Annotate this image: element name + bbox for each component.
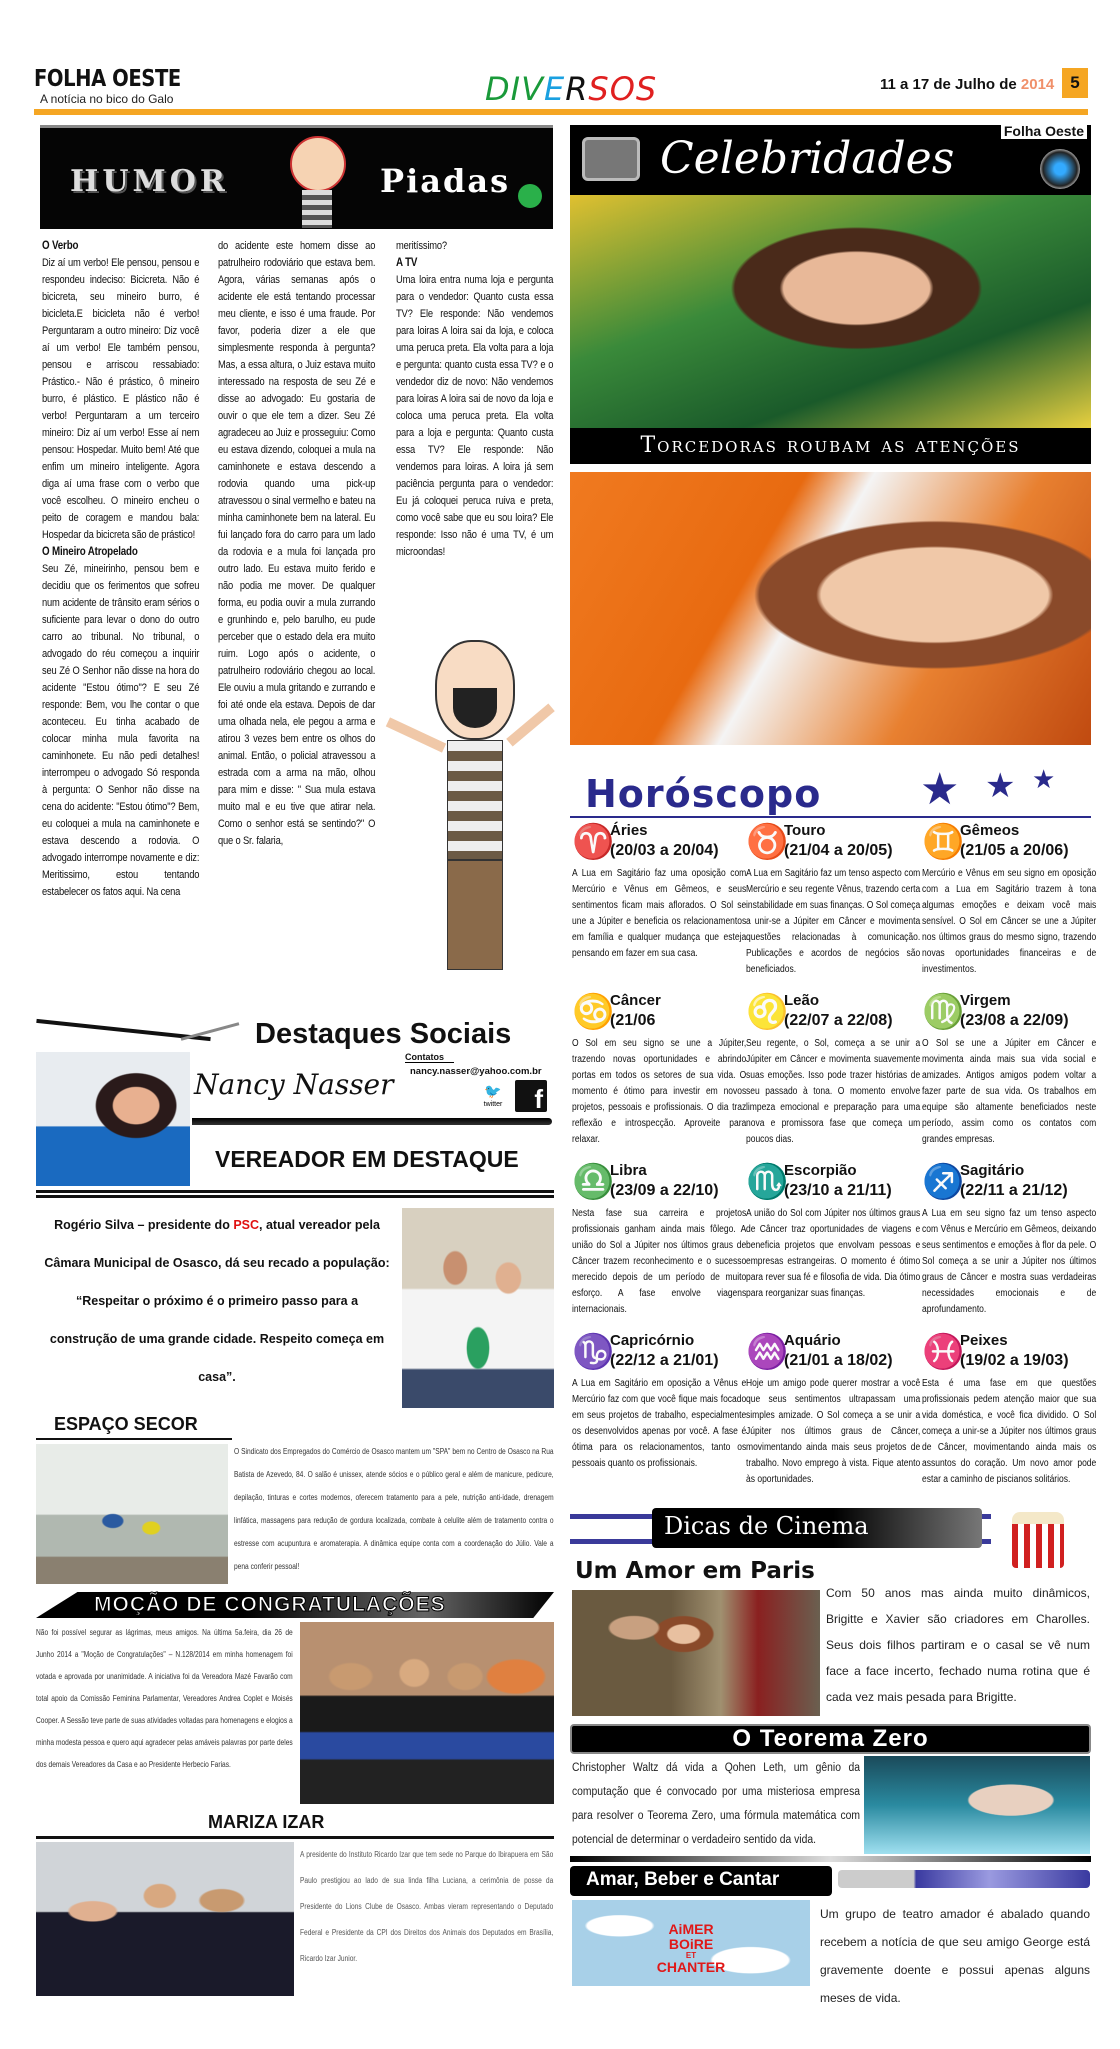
- horoscope-sign: [572, 1332, 746, 1472]
- twitter-label: twitter: [483, 1101, 503, 1108]
- sign-name: Gêmeos: [960, 822, 1020, 839]
- zodiac-icon: ♐: [922, 1163, 965, 1201]
- vereador-text: Rogério Silva – presidente do PSC, atual vereador pela Câmara Municipal de Osasco, dá seu recado a população: “Respeitar o próximo é o primeiro passo para a construção de uma grande cidade. Respeito começa em casa”.: [44, 1218, 390, 1384]
- sign-name: Câncer: [610, 992, 661, 1009]
- zodiac-icon: ♊: [922, 823, 965, 861]
- sign-text: A união do Sol com Júpiter nos últimos graus de Câncer traz oportunidades de viagens e beneficia projetos que envolvam pessoas e empresas estrangeiras. O momento é ótimo para rever sua fé e filosofia de vida. Dia ótimo para reorganizar suas finanças.: [746, 1208, 921, 1299]
- lens-icon: [1040, 149, 1080, 189]
- sign-dates: (23/10 a 21/11): [784, 1182, 892, 1199]
- laughing-cartoon-illustration: [385, 640, 555, 980]
- vereador-photo: [402, 1208, 554, 1408]
- fans-headline: Torcedoras roubam as atenções: [570, 428, 1091, 464]
- social-rule: [192, 1118, 552, 1125]
- celebridades-banner: [570, 125, 1091, 195]
- sign-dates: (21/06: [610, 1012, 656, 1029]
- zodiac-icon: ♈: [572, 823, 615, 861]
- sign-text: O Sol se une a Júpiter em Câncer e movimenta ainda mais sua vida social e amizades. Antigos amigos podem voltar a fazer parte de sua vida. Os trabalhos em equipe são altamente beneficiados neste período, assim como os contatos com grandes empresas.: [922, 1038, 1097, 1145]
- sign-text: A Lua em Sagitário faz uma oposição com Mercúrio e Vênus em Gêmeos, e seus sentimentos ficam mais aflorados. O Sol se une a Júpiter e beneficia os relacionamentos em família e qualquer mudança que esteja pensando em fazer em sua casa.: [572, 868, 747, 959]
- sign-dates: (19/02 a 19/03): [960, 1352, 1069, 1369]
- fan-photo-cheering: [570, 472, 1091, 745]
- horoscope-sign: [922, 1332, 1096, 1488]
- movie-still-amor-em-paris: [572, 1590, 820, 1716]
- sign-name: Capricórnio: [610, 1332, 695, 1349]
- sign-text: Hoje um amigo pode querer mostrar a você que seus sentimentos ultrapassam uma simples amizade. O Sol começa a se unir a Júpiter nos últimos graus de Câncer, movimentando ainda mais seus projetos de trabalho. Novo emprego à vista. Fique atento às oportunidades.: [746, 1378, 921, 1485]
- page-number: 5: [1062, 68, 1088, 98]
- poster-text: ET: [685, 1951, 697, 1960]
- zodiac-icon: ♓: [922, 1333, 965, 1371]
- sign-text: Esta é uma fase em que questões profissionais pedem atenção maior que sua vida doméstica, e você fica dividido. O Sol começa a unir-se a Júpiter nos últimos graus de Câncer, movimentando ainda mais os assuntos do coração. Um novo amor pode estar a caminho de piscianos solitários.: [922, 1378, 1097, 1485]
- zodiac-icon: ♒: [746, 1333, 789, 1371]
- zodiac-icon: ♋: [572, 993, 615, 1031]
- tagline: A notícia no bico do Galo: [40, 92, 174, 106]
- sign-dates: (22/12 a 21/01): [610, 1352, 719, 1369]
- sign-dates: (23/08 a 22/09): [960, 1012, 1069, 1029]
- movie-title: Um Amor em Paris: [575, 1558, 815, 1584]
- horoscope-title: Horóscopo: [585, 772, 822, 816]
- sign-text: A Lua em seu signo faz um tenso aspecto com Vênus e Mercúrio em Gêmeos, deixando seus sentimentos e emoções à flor da pele. O Sol começa a se unir a Júpiter nos últimos graus de Câncer e mostra suas verdadeiras necessidades emocionais e de aprofundamento.: [922, 1208, 1097, 1315]
- poster-text: AiMER: [668, 1921, 714, 1937]
- horoscope-sign: [746, 1162, 920, 1302]
- cartoon-face-icon: [290, 136, 346, 192]
- star-icon: ★: [920, 765, 960, 814]
- horoscope-sign: [922, 1162, 1096, 1318]
- horoscope-sign: [746, 822, 920, 978]
- green-splash-icon: [518, 184, 542, 208]
- mocao-photo: [300, 1622, 554, 1804]
- zodiac-icon: ♉: [746, 823, 789, 861]
- piadas-label: Piadas: [380, 162, 511, 200]
- sign-text: A Lua em Sagitário em oposição a Vênus e Mercúrio faz com que você fique mais focado em seus projetos de trabalho, especialmente os desenvolvidos apenas por você. A fase é ótima para os relacionamentos, tanto os pessoais quanto os profissionais.: [572, 1378, 747, 1469]
- movie-still-teorema-zero: [864, 1756, 1090, 1854]
- mocao-text: Não foi possível segurar as lágrimas, meus amigos. Na última 5a.feira, dia 26 de Junho 2014 a "Moção de Congratulações" – N.128/2014 em minha homenagem foi votada e aprovada por unanimidade. A iniciativa foi da Vereadora Mazé Favarão com total apoio da Comissão Feminina Parlamentar, Vereadores Andrea Coplet e Moisés Cooper. A Sessão teve parte de suas atividades voltadas para homenagens e elogios a minha modesta pessoa e quero aqui agradecer pelas amáveis palavras por parte deles dos demais Vereadores da Casa e ao Presidente Herbecio Farias.: [36, 1628, 293, 1769]
- celebridades-title: Celebridades: [660, 133, 955, 184]
- horoscope-sign: [922, 822, 1096, 978]
- mariza-title: MARIZA IZAR: [208, 1812, 325, 1832]
- movie-synopsis: Um grupo de teatro amador é abalado quando recebem a notícia de que seu amigo George está gravemente doente e possui apenas alguns meses de vida.: [820, 1907, 1090, 2005]
- horoscope-sign: [746, 1332, 920, 1488]
- brand-tag: Folha Oeste: [1001, 123, 1087, 139]
- columnist-name: Nancy Nasser: [194, 1068, 394, 1101]
- email-link[interactable]: nancy.nasser@yahoo.com.br: [410, 1066, 542, 1077]
- humor-column-1: [42, 238, 199, 901]
- zodiac-icon: ♑: [572, 1333, 615, 1371]
- sign-dates: (21/01 a 18/02): [784, 1352, 893, 1369]
- sign-dates: (21/05 a 20/06): [960, 842, 1069, 859]
- horoscope-divider: [570, 816, 1091, 818]
- zodiac-icon: ♌: [746, 993, 789, 1031]
- sign-name: Leão: [784, 992, 820, 1009]
- sign-name: Aquário: [784, 1332, 841, 1349]
- social-title: Destaques Sociais: [255, 1018, 512, 1050]
- decorative-bar: [838, 1870, 1090, 1888]
- sign-name: Áries: [610, 822, 648, 839]
- newspaper-brand: FOLHA OESTE: [34, 66, 181, 92]
- horoscope-sign: [572, 992, 746, 1148]
- horoscope-sign: [922, 992, 1096, 1148]
- movie-poster-aimer-boire-chanter: [572, 1900, 810, 1986]
- joke-text: Diz aí um verbo! Ele pensou, pensou e respondeu indeciso: Bicicreta. Não é bicicreta, seu mineiro burro, é bicicleta.E bicicleta não é verbo! Perguntaram a outro mineiro: Diz você aí um verbo! Ele também pensou, pensou e arriscou ressabiado: Prástico.- Não é prástico, ô mineiro burro, é plástico. E plástico não é verbo! Perguntaram a um terceiro mineiro: Diz aí um verbo! Esse aí nem pensou: Hospedar. Muito bem! Até que enfim um mineiro inteligente. Agora diga aí uma frase com o verbo que você escolheu. O mineiro encheu o peito de coragem e mandou bala: Hospedar da bicicreta são de prástico!: [42, 257, 200, 541]
- zodiac-icon: ♎: [572, 1163, 615, 1201]
- sign-name: Sagitário: [960, 1162, 1025, 1179]
- movie-synopsis: Com 50 anos mas ainda muito dinâmicos, Brigitte e Xavier são criadores em Charolles. Seus dois filhos partiram e o casal se vê num face a face incerto, fechado numa rotina que é cada vez mais pesada para Brigitte.: [826, 1586, 1090, 1704]
- cinema-title: Dicas de Cinema: [664, 1512, 869, 1540]
- sign-dates: (22/11 a 21/12): [960, 1182, 1068, 1199]
- issue-date: 11 a 17 de Julho de 2014: [880, 76, 1055, 93]
- double-rule: [36, 1190, 554, 1198]
- secor-text: O Sindicato dos Empregados do Comércio de Osasco mantem um "SPA" bem no Centro de Osasco na Rua Batista de Azevedo, 84. O salão é unissex, atende sócios e o público geral e além de manicure, pedicure, depilação, tinturas e cortes modernos, oferecem tratamento para a pele, nutrição anti-idade, drenagem linfática, massagens para redução de gordura localizada, combate à celulite além de tratamento contra o estresse com acupuntura e aromaterapia. A dinâmica equipe conta com a coordenação do Júlio. Vale a pena conferir pessoal!: [234, 1447, 554, 1571]
- humor-banner: [40, 125, 553, 229]
- sign-name: Virgem: [960, 992, 1011, 1009]
- star-icon: ★: [985, 767, 1016, 805]
- zodiac-icon: ♏: [746, 1163, 789, 1201]
- humor-column-3: [396, 238, 553, 561]
- sign-dates: (20/03 a 20/04): [610, 842, 719, 859]
- sign-name: Touro: [784, 822, 826, 839]
- secor-photo: [36, 1444, 228, 1584]
- movie-title: Amar, Beber e Cantar: [586, 1869, 780, 1890]
- mariza-photo: [36, 1842, 294, 1996]
- horoscope-sign: [746, 992, 920, 1148]
- joke-title: A TV: [396, 257, 418, 269]
- section-title: DIVERSOS: [485, 70, 658, 108]
- fan-photo-sunglasses: [570, 195, 1091, 428]
- section-rule: [570, 1856, 1091, 1862]
- sign-name: Peixes: [960, 1332, 1008, 1349]
- columnist-photo: [36, 1052, 190, 1186]
- camera-icon: [582, 137, 640, 181]
- secor-rule: [36, 1438, 232, 1440]
- sign-dates: (23/09 a 22/10): [610, 1182, 719, 1199]
- poster-text: BOiRE: [668, 1936, 714, 1952]
- joke-text: meritíssimo?: [396, 240, 447, 252]
- popcorn-icon: [1012, 1512, 1064, 1568]
- sign-name: Libra: [610, 1162, 647, 1179]
- sign-dates: (21/04 a 20/05): [784, 842, 893, 859]
- facebook-icon[interactable]: f: [515, 1080, 547, 1112]
- joke-title: O Mineiro Atropelado: [42, 546, 138, 558]
- mariza-rule: [36, 1836, 554, 1839]
- sign-name: Escorpião: [784, 1162, 857, 1179]
- movie-title: O Teorema Zero: [732, 1725, 929, 1752]
- header-divider: [34, 109, 1088, 115]
- twitter-icon[interactable]: 🐦 twitter: [483, 1083, 503, 1108]
- humor-column-2: [218, 238, 375, 850]
- contacts-label: Contatos: [405, 1052, 454, 1063]
- sign-text: O Sol em seu signo se une a Júpiter, trazendo novas oportunidades e abrindo portas em todos os setores de sua vida. O momento é ótimo para investir em novos projetos, pessoais e profissionais. O dia traz reflexão e introspecção. Aproveite para relaxar.: [572, 1038, 747, 1145]
- poster-text: CHANTER: [656, 1959, 726, 1975]
- horoscope-sign: [572, 1162, 746, 1318]
- mocao-title: MOÇÃO DE CONGRATULAÇÕES: [94, 1593, 446, 1616]
- vereador-heading: VEREADOR EM DESTAQUE: [215, 1146, 519, 1172]
- star-icon: ★: [1032, 764, 1056, 794]
- joke-title: O Verbo: [42, 240, 79, 252]
- cartoon-body-icon: [302, 190, 332, 228]
- sign-text: Mercúrio e Vênus em seu signo em oposição com a Lua em Sagitário trazem à tona algumas emoções e deixam você mais sensível. O Sol em Câncer se une a Júpiter nos últimos graus do mesmo signo, trazendo novas oportunidades financeiras e de investimentos.: [922, 868, 1097, 975]
- movie-synopsis: Christopher Waltz dá vida a Qohen Leth, um gênio da computação que é convocado por uma misteriosa empresa para resolver o Teorema Zero, uma fórmula matemática com potencial de determinar o verdadeiro sentido da vida.: [572, 1762, 860, 1846]
- mariza-text: A presidente do Instituto Ricardo Izar que tem sede no Parque do Ibirapuera em São Paulo prestigiou ao lado de sua linda filha Luciana, a cerimônia de posse da Presidente do Lions Clube de Osasco. Ambas vieram representando o Deputado Federal e Presidente da CPI dos Direitos dos Animais dos Deputados em Brasília, Ricardo Izar Junior.: [300, 1850, 554, 1963]
- zodiac-icon: ♍: [922, 993, 965, 1031]
- sign-dates: (22/07 a 22/08): [784, 1012, 893, 1029]
- joke-text: Seu Zé, mineirinho, pensou bem e decidiu que os ferimentos que sofreu num acidente de trânsito eram sérios o suficiente para levar o dono do outro carro ao tribunal. No tribunal, o advogado do réu começou a inquirir seu Zé O Senhor não disse na hora do acidente "Estou ótimo"? E seu Zé responde: Bem, vou lhe contar o que aconteceu. Eu tinha acabado de colocar minha mula favorita na caminhonete. Eu não pedi detalhes! interrompeu o advogado Só responda à pergunta: O Senhor não disse na cena do acidente: "Estou ótimo"? Bem, eu coloquei a mula na caminhonete e estava descendo a rodovia. O advogado interrompe novamente e diz: Meritissimo, estou tentando estabelecer os fatos aqui. Na cena: [42, 563, 200, 898]
- secor-title: ESPAÇO SECOR: [54, 1414, 198, 1434]
- joke-text: do acidente este homem disse ao patrulheiro rodoviário que estava bem. Agora, várias semanas após o acidente ele está tentando processar meu cliente, e isso é uma fraude. Por favor, poderia dizer a ele que simplesmente responda à pergunta? Mas, a essa altura, o Juiz estava muito interessado na resposta de seu Zé e disse ao advogado: Eu gostaria de ouvir o que ele tem a dizer. Seu Zé agradeceu ao Juiz e prosseguiu: Como eu estava dizendo, coloquei a mula na caminhonete e estava descendo a rodovia quando uma pick-up atravessou o sinal vermelho e bateu na minha caminhonete bem na lateral. Eu fui lançado fora do carro para um lado da rodovia e a mula foi lançada pro outro lado. Eu estava muito ferido e não podia me mover. De qualquer forma, eu podia ouvir a mula zurrando e grunhindo e, pelo barulho, eu pude perceber que o estado dela era muito ruim. Logo após o acidente, o patrulheiro rodoviário chegou ao local. Ele ouviu a mula gritando e zurrando e foi até onde ela estava. Depois de dar uma olhada nela, ele pegou a arma e atirou 3 vezes bem entre os olhos do animal. Então, o policial atravessou a estrada com a arma na mão, olhou para mim e disse: " Sua mula estava muito mal e eu tive que atirar nela. Como o senhor está se sentindo?" O que o Sr. falaria,: [218, 240, 376, 847]
- humor-label: HUMOR: [70, 164, 229, 199]
- joke-text: Uma loira entra numa loja e pergunta para o vendedor: Quanto custa essa TV? Ele responde: Não vendemos para loiras A loira sai da loja, e coloca uma peruca preta. Ela volta para a loja e pergunta: quanto custa essa TV? e o vendedor diz de novo: Não vendemos para loiras A loira sai de novo da loja e coloca uma peruca preta. Ela volta para a loja e pergunta: Quanto custa essa TV? Ele responde: Não vendemos para loiras. A loira já sem paciência pergunta para o vendedor: Eu já coloquei peruca ruiva e preta, como você sabe que eu sou loira? Ele responde: Isso não é uma TV, é um microondas!: [396, 274, 554, 558]
- sign-text: Seu regente, o Sol, começa a se unir a Júpiter em Câncer e movimenta suavemente suas emoções. Isso pode trazer histórias de seu passado à tona. O momento envolve limpeza emocional e preparação para uma nova e promissora fase que começa um poucos dias.: [746, 1038, 921, 1145]
- horoscope-sign: [572, 822, 746, 962]
- sign-text: Nesta fase sua carreira e projetos profissionais ganham ainda mais fôlego. A união do Sol a Júpiter nos últimos graus de Câncer trazem reconhecimento e o sucesso merecido depois de um período de muito esforço. A fase envolve viagens internacionais.: [572, 1208, 747, 1315]
- sign-text: A Lua em Sagitário faz um tenso aspecto com Mercúrio e seu regente Vênus, trazendo certa instabilidade em suas finanças. O Sol começa a unir-se a Júpiter em Câncer e movimenta questões relacionadas à comunicação. Publicações e acordos de negócios são beneficiados.: [746, 868, 921, 975]
